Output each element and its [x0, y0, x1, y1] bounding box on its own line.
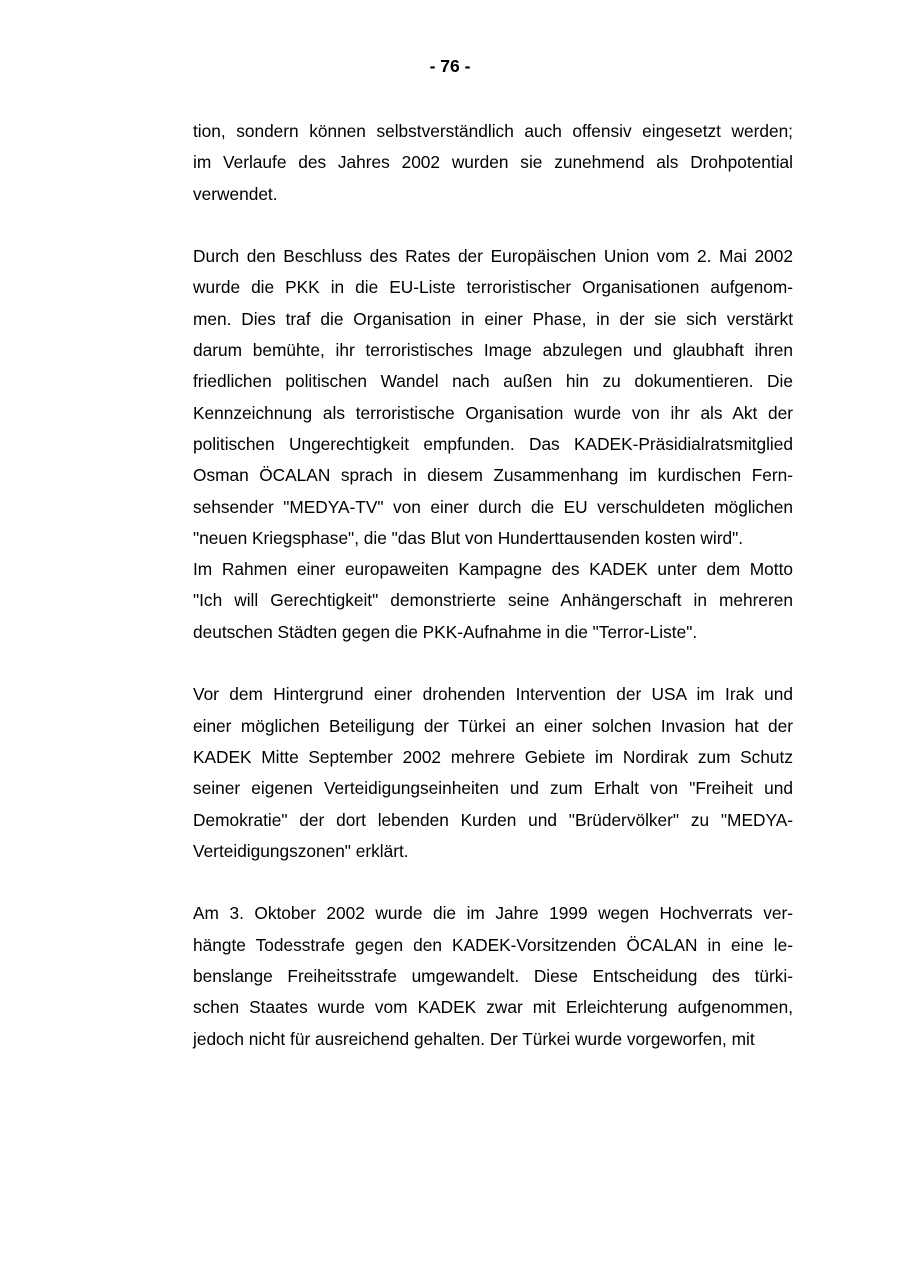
text-line: friedlichen politischen Wandel nach außen hin zu dokumentieren. Die: [193, 371, 793, 392]
paragraph: [193, 898, 793, 1054]
text-line: verwendet.: [193, 183, 278, 204]
text-line: men. Dies traf die Organisation in einer Phase, in der sie sich verstärkt: [193, 308, 793, 329]
text-line: im Verlaufe des Jahres 2002 wurden sie zunehmend als Drohpotential: [193, 152, 793, 173]
text-line: Durch den Beschluss des Rates der Europäischen Union vom 2. Mai 2002: [193, 246, 793, 267]
text-line: Osman ÖCALAN sprach in diesem Zusammenhang im kurdischen Fern-: [193, 465, 793, 486]
text-line: "neuen Kriegsphase", die "das Blut von Hunderttausenden kosten wird".: [193, 527, 744, 548]
text-line: Am 3. Oktober 2002 wurde die im Jahre 1999 wegen Hochverrats ver-: [193, 903, 793, 924]
text-line: Vor dem Hintergrund einer drohenden Intervention der USA im Irak und: [193, 684, 793, 705]
text-line: Kennzeichnung als terroristische Organisation wurde von ihr als Akt der: [193, 402, 793, 423]
paragraph: [193, 554, 793, 648]
text-line: "Ich will Gerechtigkeit" demonstrierte seine Anhängerschaft in mehreren: [193, 590, 793, 611]
text-line: Verteidigungszonen" erklärt.: [193, 840, 409, 861]
text-line: politischen Ungerechtigkeit empfunden. Das KADEK-Präsidialratsmitglied: [193, 433, 793, 454]
text-line: wurde die PKK in die EU-Liste terroristischer Organisationen aufgenom-: [193, 277, 793, 298]
text-line: jedoch nicht für ausreichend gehalten. Der Türkei wurde vorgeworfen, mit: [193, 1028, 755, 1049]
text-line: KADEK Mitte September 2002 mehrere Gebiete im Nordirak zum Schutz: [193, 746, 793, 767]
text-line: schen Staates wurde vom KADEK zwar mit Erleichterung aufgenommen,: [193, 997, 793, 1018]
paragraph: [193, 241, 793, 554]
text-line: darum bemühte, ihr terroristisches Image abzulegen und glaubhaft ihren: [193, 340, 793, 361]
paragraph: [193, 116, 793, 210]
text-line: sehsender "MEDYA-TV" von einer durch die EU verschuldeten möglichen: [193, 496, 793, 517]
text-line: hängte Todesstrafe gegen den KADEK-Vorsitzenden ÖCALAN in eine le-: [193, 934, 793, 955]
body-text: [193, 116, 793, 1055]
text-line: benslange Freiheitsstrafe umgewandelt. Diese Entscheidung des türki-: [193, 966, 793, 987]
text-line: einer möglichen Beteiligung der Türkei an einer solchen Invasion hat der: [193, 715, 793, 736]
text-line: seiner eigenen Verteidigungseinheiten und zum Erhalt von "Freiheit und: [193, 778, 793, 799]
page-number: - 76 -: [429, 56, 471, 76]
text-line: Demokratie" der dort lebenden Kurden und "Brüdervölker" zu "MEDYA-: [193, 809, 793, 830]
text-line: Im Rahmen einer europaweiten Kampagne des KADEK unter dem Motto: [193, 559, 793, 580]
text-line: deutschen Städten gegen die PKK-Aufnahme in die "Terror-Liste".: [193, 621, 698, 642]
text-line: tion, sondern können selbstverständlich auch offensiv eingesetzt werden;: [193, 121, 793, 141]
paragraph: [193, 679, 793, 867]
